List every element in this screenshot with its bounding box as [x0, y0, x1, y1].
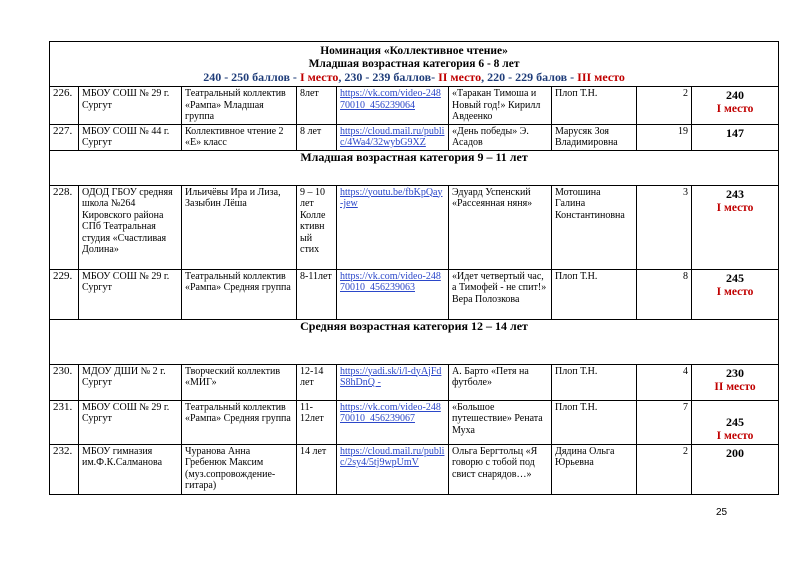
- table-row: [50, 87, 779, 125]
- work: «День победы» Э. Асадов: [449, 124, 552, 150]
- score-cell: [692, 269, 779, 319]
- organization: МБОУ гимназия им.Ф.К.Салманова: [79, 444, 182, 494]
- video-link[interactable]: https://vk.com/video-24870010_456239063: [340, 270, 441, 293]
- age: 11-12лет: [297, 400, 337, 444]
- organization: МБОУ СОШ № 29 г. Сургут: [79, 400, 182, 444]
- score: 147: [726, 125, 745, 140]
- age: 12-14 лет: [297, 364, 337, 400]
- age: 14 лет: [297, 444, 337, 494]
- table-row: [50, 364, 779, 400]
- age: 9 – 10 лет Колле ктивн ый стих: [297, 185, 337, 269]
- work: Ольга Бергтольц «Я говорю с тобой под свист снарядов…»: [449, 444, 552, 494]
- participant-count: 3: [637, 185, 692, 269]
- section-row: [50, 150, 779, 185]
- score-cell: [692, 124, 779, 150]
- organization: МБОУ СОШ № 44 г. Сургут: [79, 124, 182, 150]
- score-cell: [692, 87, 779, 125]
- team: Ильичёвы Ира и Лиза, Зазыбин Лёша: [182, 185, 297, 269]
- place: I место: [716, 285, 754, 298]
- row-number: 226.: [50, 87, 79, 125]
- place: I место: [716, 201, 754, 214]
- teacher: Плоп Т.Н.: [552, 269, 637, 319]
- table-row: [50, 185, 779, 269]
- row-number: 229.: [50, 269, 79, 319]
- row-number: 227.: [50, 124, 79, 150]
- video-link[interactable]: https://yadi.sk/i/l-dyAjFdS8hDnQ -: [340, 365, 442, 388]
- nomination-header: [50, 42, 779, 87]
- category-title: Младшая возрастная категория 6 - 8 лет: [308, 58, 520, 70]
- organization: МБОУ СОШ № 29 г. Сургут: [79, 87, 182, 125]
- score: 230: [726, 365, 745, 380]
- work: «Таракан Тимоша и Новый год!» Кирилл Авдеенко: [449, 87, 552, 125]
- table-row: [50, 124, 779, 150]
- team: Коллективное чтение 2 «Е» класс: [182, 124, 297, 150]
- table-row: [50, 444, 779, 494]
- work: А. Барто «Петя на футболе»: [449, 364, 552, 400]
- place: I место: [716, 103, 754, 115]
- score-cell: [692, 185, 779, 269]
- score: 200: [726, 445, 745, 460]
- video-link[interactable]: https://vk.com/video-24870010_456239067: [340, 401, 441, 424]
- score-cell: [692, 444, 779, 494]
- team: Чуранова Анна Гребенюк Максим (муз.сопровождение-гитара): [182, 444, 297, 494]
- teacher: Плоп Т.Н.: [552, 400, 637, 444]
- participant-count: 8: [637, 269, 692, 319]
- teacher: Марусяк Зоя Владимировна: [552, 124, 637, 150]
- page-number: 25: [716, 507, 728, 518]
- organization: ОДОД ГБОУ средняя школа №264 Кировского района СПб Театральная студия «Счастливая Долина»: [79, 185, 182, 269]
- row-number: 230.: [50, 364, 79, 400]
- video-link[interactable]: https://vk.com/video-24870010_456239064: [340, 88, 441, 111]
- age: 8-11лет: [297, 269, 337, 319]
- nomination-title: Номинация «Коллективное чтение»: [320, 45, 508, 57]
- score: 245: [726, 270, 745, 285]
- results-table: [49, 41, 779, 495]
- score-cell: [692, 364, 779, 400]
- teacher: Плоп Т.Н.: [552, 87, 637, 125]
- team: Театральный коллектив «Рампа» Средняя группа: [182, 269, 297, 319]
- participant-count: 4: [637, 364, 692, 400]
- section-row: [50, 319, 779, 364]
- place: I место: [716, 429, 754, 442]
- table-row: [50, 400, 779, 444]
- participant-count: 2: [637, 87, 692, 125]
- teacher: Мотошина Галина Константиновна: [552, 185, 637, 269]
- teacher: Дядина Ольга Юрьевна: [552, 444, 637, 494]
- place: II место: [714, 380, 756, 393]
- age: 8лет: [297, 87, 337, 125]
- score: 240: [726, 88, 745, 102]
- team: Театральный коллектив «Рампа» Младшая группа: [182, 87, 297, 125]
- scoring-legend: 240 - 250 баллов - I место, 230 - 239 баллов- II место, 220 - 229 балов - III место: [203, 70, 625, 84]
- participant-count: 7: [637, 400, 692, 444]
- work: Эдуард Успенский «Рассеянная няня»: [449, 185, 552, 269]
- teacher: Плоп Т.Н.: [552, 364, 637, 400]
- score: 245: [726, 414, 745, 429]
- video-link[interactable]: https://cloud.mail.ru/public/4Wa4/32wybG9XZ: [340, 125, 445, 148]
- score: 243: [726, 186, 745, 201]
- work: «Идет четвертый час, а Тимофей - не спит!» Вера Полозкова: [449, 269, 552, 319]
- organization: МБОУ СОШ № 29 г. Сургут: [79, 269, 182, 319]
- section-title: Младшая возрастная категория 9 – 11 лет: [50, 150, 779, 185]
- age: 8 лет: [297, 124, 337, 150]
- organization: МДОУ ДШИ № 2 г. Сургут: [79, 364, 182, 400]
- team: Театральный коллектив «Рампа» Средняя группа: [182, 400, 297, 444]
- row-number: 232.: [50, 444, 79, 494]
- section-title: Средняя возрастная категория 12 – 14 лет: [50, 319, 779, 364]
- participant-count: 2: [637, 444, 692, 494]
- video-link[interactable]: https://youtu.be/fbKpQay-jew: [340, 186, 443, 209]
- table-row: [50, 269, 779, 319]
- row-number: 228.: [50, 185, 79, 269]
- row-number: 231.: [50, 400, 79, 444]
- video-link[interactable]: https://cloud.mail.ru/public/2sy4/5tj9wpUmV: [340, 445, 445, 468]
- work: «Большое путешествие» Рената Муха: [449, 400, 552, 444]
- score-cell: [692, 400, 779, 444]
- team: Творческий коллектив «МИГ»: [182, 364, 297, 400]
- participant-count: 19: [637, 124, 692, 150]
